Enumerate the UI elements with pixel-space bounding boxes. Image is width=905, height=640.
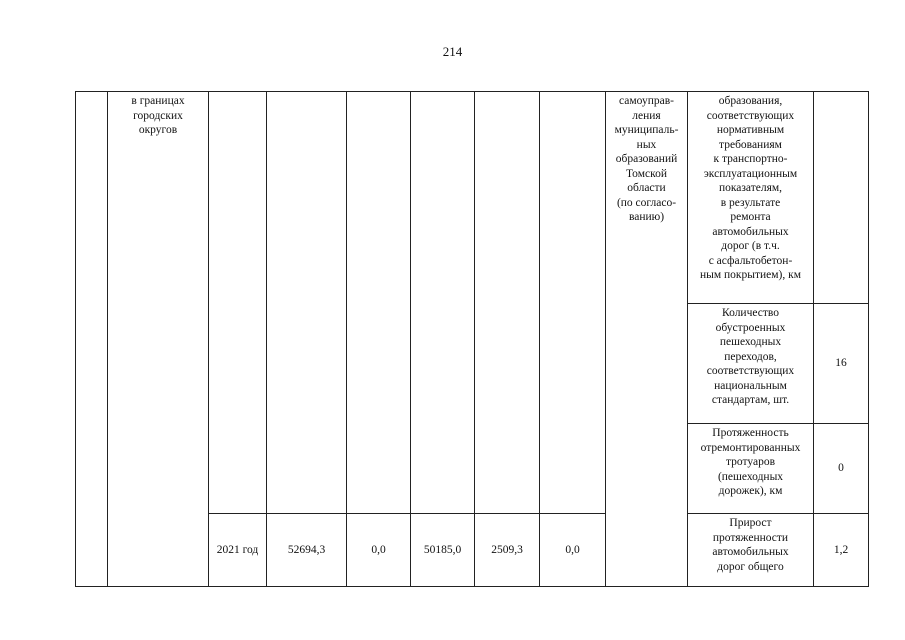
executor-cell: самоуправ- ления муниципаль- ных образований Томской области (по согласо- ванию) <box>606 92 688 587</box>
indicator-name-cell: Количество обустроенных пешеходных переходов, соответствующих национальным стандартам, шт. <box>688 304 814 424</box>
other-cell: 0,0 <box>540 514 606 587</box>
indicator-name-cell: образования, соответствующих нормативным требованиям к транспортно- эксплуатационным показателям, в результате ремонта автомобильных дорог (в т.ч. с асфальтобетон- ным покрытием), км <box>688 92 814 304</box>
local-cell-empty <box>475 92 540 514</box>
total-cell-empty <box>267 92 347 514</box>
indicator-value-cell: 16 <box>814 304 869 424</box>
page-number: 214 <box>442 44 463 59</box>
federal-cell: 0,0 <box>347 514 411 587</box>
indicator-name-cell: Прирост протяженности автомобильных дорог общего <box>688 514 814 587</box>
area-cell: в границах городских округов <box>108 92 209 587</box>
local-cell: 2509,3 <box>475 514 540 587</box>
program-table <box>75 91 869 587</box>
indicator-name-cell: Протяженность отремонтированных тротуаров (пешеходных дорожек), км <box>688 424 814 514</box>
indicator-value-cell: 1,2 <box>814 514 869 587</box>
year-cell-empty <box>209 92 267 514</box>
year-cell: 2021 год <box>209 514 267 587</box>
other-cell-empty <box>540 92 606 514</box>
regional-cell: 50185,0 <box>411 514 475 587</box>
indicator-value-cell: 0 <box>814 424 869 514</box>
regional-cell-empty <box>411 92 475 514</box>
indicator-value-cell <box>814 92 869 304</box>
federal-cell-empty <box>347 92 411 514</box>
number-cell <box>76 92 108 587</box>
total-cell: 52694,3 <box>267 514 347 587</box>
